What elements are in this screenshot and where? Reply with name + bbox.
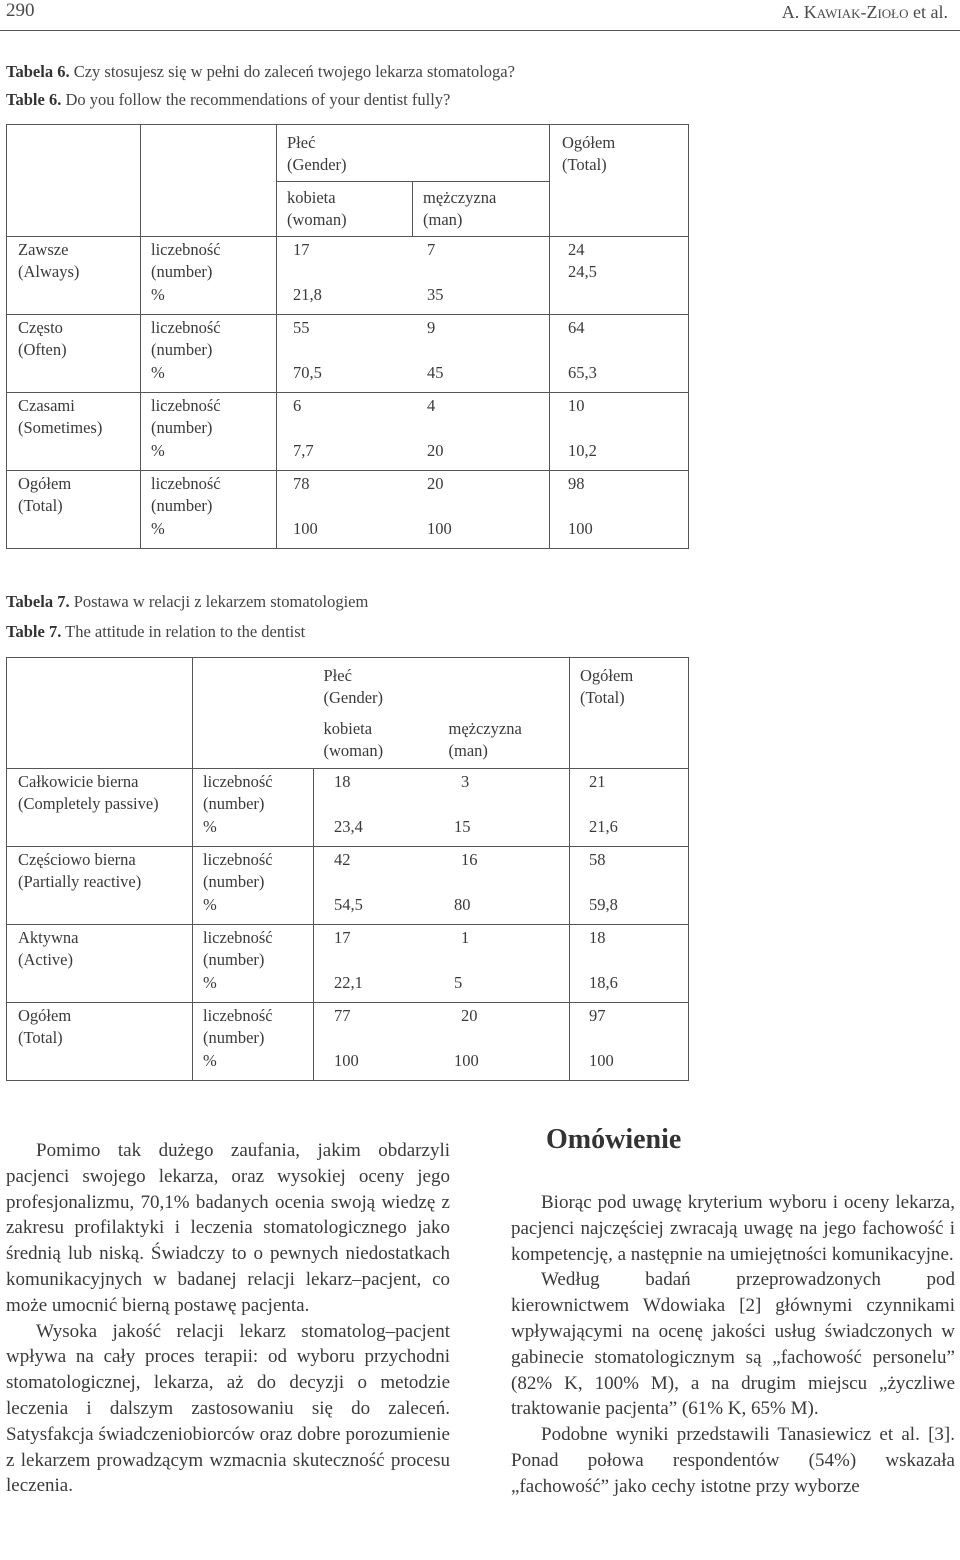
woman-count: 78 [293,474,310,493]
paragraph: Podobne wyniki przedstawili Tanasiewicz et al. [3]. Ponad połowa respondentów (54%) wskazała „fachowość” jako cechy istotne przy wyborze [511,1424,955,1497]
woman-count: 18 [334,772,351,791]
measure-label: liczebność [151,318,221,337]
measure-label: liczebność [151,240,221,259]
woman-count: 42 [334,850,351,869]
measure-label: liczebność [151,474,221,493]
woman-header-en: (woman) [287,210,347,229]
table-row [7,393,689,471]
section-heading: Omówienie [546,1124,682,1155]
gender-col-divider [412,181,413,237]
total-count: 97 [589,1006,606,1025]
table-row [7,769,689,847]
paragraph: Pomimo tak dużego zaufania, jakim obdarzyli pacjenci swojego lekarza, oraz wysokiej oceny jego profesjonalizmu, 70,1% badanych ocenia swoją wiedzę z zakresu profilaktyki i leczenia stomatologicznego jako średnią lub niską. Świadczy to o pewnych niedostatkach komunikacyjnych w badanej relacji lekarz–pacjent, co może umocnić bierną postawę pacjenta. [6,1140,450,1316]
row-label: Ogółem [18,1006,72,1025]
measure-label-en: (number) [151,496,213,515]
table-6 [6,124,689,549]
table-row [7,471,689,549]
table-row [7,237,689,315]
row-label: Czasami [18,396,75,415]
table7-caption-pl: Tabela 7. Postawa w relacji z lekarzem stomatologiem [6,592,369,611]
table-corner-cell [7,658,193,769]
percent-label: % [203,1051,217,1070]
total-percent: 100 [589,1051,614,1070]
percent-label: % [151,285,165,304]
paragraph: Biorąc pod uwagę kryterium wyboru i oceny lekarza, pacjenci najczęściej zwracają uwagę na jego fachowość i kompetencję, a następnie na umiejętności komunikacyjne. [511,1192,955,1265]
page-number: 290 [6,0,35,21]
total-header: Ogółem [562,133,616,152]
woman-percent: 70,5 [293,363,322,382]
woman-count: 6 [293,396,302,415]
running-author: A. Kawiak-Zioło et al. [781,2,948,22]
total-count: 21 [589,772,606,791]
paragraph: Wysoka jakość relacji lekarz stomatolog–pacjent wpływa na cały proces terapii: od wyboru przychodni stomatologicznej, lekarza, aż do decyzji o metodzie leczenia i dalszym zastosowaniu się do zaleceń. Satysfakcja świadczeniobiorców oraz dobre porozumienie z lekarzem prowadzącym wzmacnia skuteczność procesu leczenia. [6,1320,450,1497]
row-label-en: (Partially reactive) [18,872,142,891]
man-header-en: (man) [423,210,463,229]
total-percent: 18,6 [589,973,618,992]
row-label-en: (Total) [18,496,63,515]
table-corner-cell [141,125,277,237]
measure-label-en: (number) [203,1028,265,1047]
woman-percent: 100 [334,1051,359,1070]
man-count: 4 [427,396,436,415]
gender-header-en: (Gender) [323,688,384,707]
row-label: Ogółem [18,474,72,493]
woman-count: 17 [334,928,351,947]
table-header-row [7,658,689,769]
woman-percent: 100 [293,519,318,538]
total-percent: 59,8 [589,895,618,914]
percent-label: % [151,363,165,382]
measure-label-en: (number) [203,794,265,813]
woman-header: kobieta [323,719,373,738]
woman-count: 55 [293,318,310,337]
table-row [7,847,689,925]
man-count: 16 [461,850,478,869]
table-row [7,315,689,393]
woman-percent: 21,8 [293,285,322,304]
table6-caption-pl: Tabela 6. Czy stosujesz się w pełni do zaleceń twojego lekarza stomatologa? [6,62,515,81]
woman-count: 17 [293,240,310,259]
table-row [7,925,689,1003]
gender-header: Płeć [323,666,352,685]
measure-label-en: (number) [203,950,265,969]
man-count: 3 [461,772,470,791]
row-label: Często [18,318,63,337]
woman-header: kobieta [287,188,336,207]
row-label-en: (Often) [18,340,67,359]
man-percent: 15 [454,817,471,836]
woman-percent: 7,7 [293,441,314,460]
table-header-row [7,125,689,237]
total-header-en: (Total) [580,688,625,707]
table6-caption-en: Table 6. Do you follow the recommendations of your dentist fully? [6,90,451,109]
gender-header: Płeć [287,133,316,152]
woman-percent: 22,1 [334,973,363,992]
man-header-en: (man) [448,741,488,760]
total-count: 58 [589,850,606,869]
total-count: 64 [568,318,585,337]
man-count: 7 [427,240,436,259]
row-label: Zawsze [18,240,69,259]
measure-label: liczebność [203,928,273,947]
woman-percent: 23,4 [334,817,363,836]
man-header: mężczyzna [448,719,522,738]
measure-label: liczebność [203,772,273,791]
total-count: 18 [589,928,606,947]
percent-label: % [203,973,217,992]
man-percent: 5 [454,973,463,992]
table-7 [6,657,689,1081]
percent-label: % [203,817,217,836]
man-percent: 20 [427,441,444,460]
table-corner-cell [193,658,314,769]
left-column [6,1138,450,1499]
gender-divider [277,181,549,182]
table-corner-cell [7,125,141,237]
man-count: 20 [427,474,444,493]
man-percent: 80 [454,895,471,914]
table7-caption-en: Table 7. The attitude in relation to the dentist [6,622,306,641]
gender-header-en: (Gender) [287,155,347,174]
row-label-en: (Sometimes) [18,418,103,437]
man-percent: 45 [427,363,444,382]
measure-label-en: (number) [151,262,213,281]
row-label-en: (Total) [18,1028,63,1047]
percent-label: % [151,441,165,460]
measure-label: liczebność [203,1006,273,1025]
total-percent: 65,3 [568,363,597,382]
man-header: mężczyzna [423,188,497,207]
measure-label-en: (number) [203,872,265,891]
measure-label-en: (number) [151,418,213,437]
header-rule [0,30,960,31]
measure-label-en: (number) [151,340,213,359]
paragraph: Według badań przeprowadzonych pod kierownictwem Wdowiaka [2] głównymi czynnikami wpływającymi na ocenę jakości usług świadczonych w gabinecie stomatologicznym są „fachowość personelu” (82% K, 100% M), a na drugim miejscu „życzliwe traktowanie pacjenta” (61% K, 65% M). [511,1269,955,1420]
total-percent: 100 [568,519,593,538]
row-label-en: (Always) [18,262,80,281]
man-percent: 35 [427,285,444,304]
total-percent: 24,5 [568,262,597,281]
row-label-en: (Completely passive) [18,794,159,813]
total-percent: 21,6 [589,817,618,836]
total-count: 98 [568,474,585,493]
row-label: Aktywna [18,928,79,947]
man-percent: 100 [454,1051,479,1070]
measure-label: liczebność [151,396,221,415]
running-header [0,0,960,28]
woman-header-en: (woman) [323,741,384,760]
row-label-en: (Active) [18,950,73,969]
total-header-en: (Total) [562,155,607,174]
total-percent: 10,2 [568,441,597,460]
man-count: 20 [461,1006,478,1025]
table-row [7,1003,689,1081]
row-label: Całkowicie bierna [18,772,139,791]
woman-percent: 54,5 [334,895,363,914]
right-column [511,1190,955,1560]
man-count: 1 [461,928,470,947]
woman-count: 77 [334,1006,351,1025]
percent-label: % [151,519,165,538]
measure-label: liczebność [203,850,273,869]
total-count: 10 [568,396,585,415]
man-count: 9 [427,318,436,337]
row-label: Częściowo bierna [18,850,136,869]
total-count: 24 [568,240,585,259]
total-header: Ogółem [580,666,634,685]
man-percent: 100 [427,519,452,538]
percent-label: % [203,895,217,914]
